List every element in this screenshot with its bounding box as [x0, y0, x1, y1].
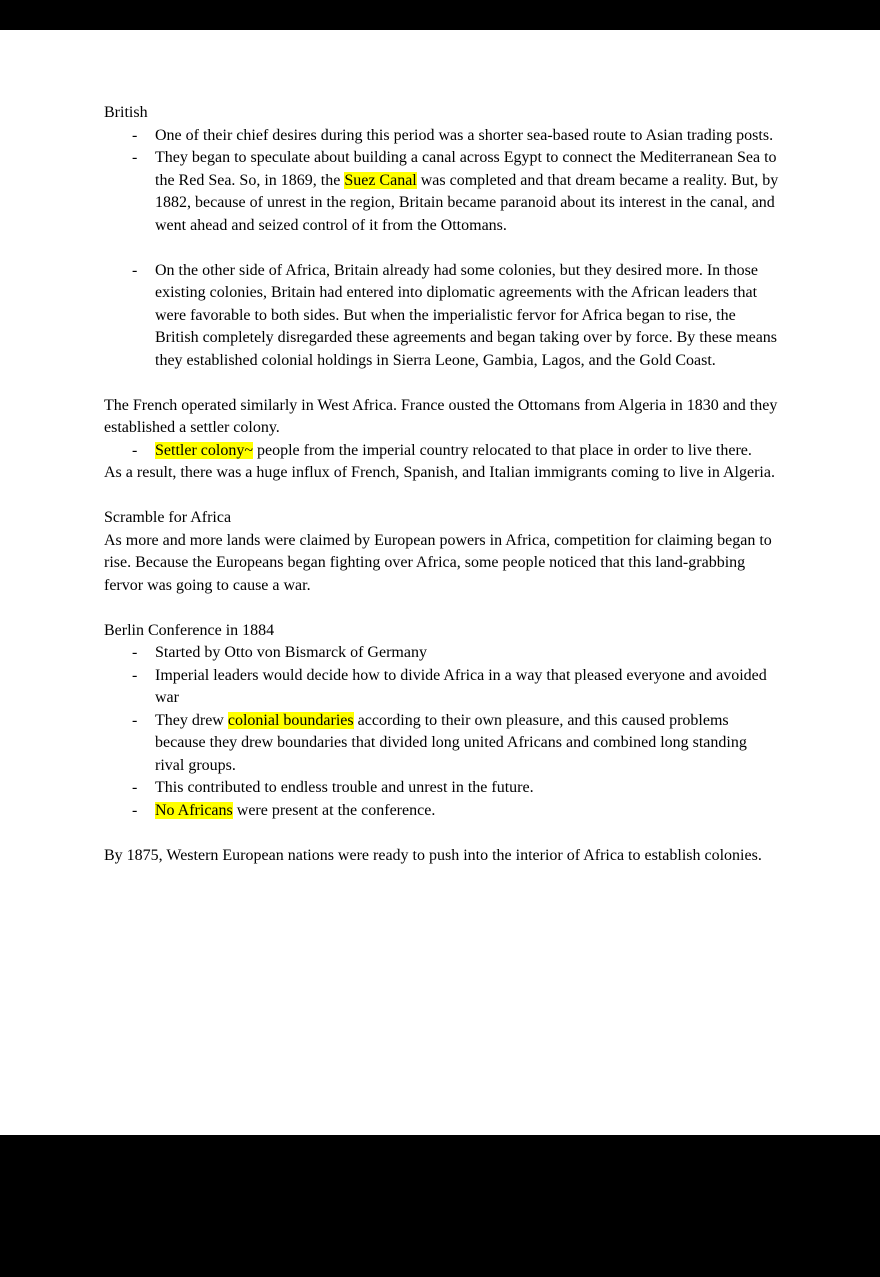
heading-british	[104, 102, 780, 125]
text-run: The French operated similarly in West Africa. France ousted the Ottomans from Algeria in 1830 and they established a settler colony.	[104, 396, 778, 436]
list-item-text	[155, 710, 780, 778]
conclusion-paragraph	[104, 845, 780, 868]
highlighted-text: colonial boundaries	[227, 711, 354, 729]
list-item-text	[155, 642, 780, 665]
list-item	[104, 260, 780, 373]
heading-berlin-conference	[104, 620, 780, 643]
list-item	[104, 777, 780, 800]
list-bullet: -	[132, 644, 138, 661]
text-run: As a result, there was a huge influx of French, Spanish, and Italian immigrants coming to live in Algeria.	[104, 464, 775, 481]
list-item-text	[155, 777, 780, 800]
list-item	[104, 710, 780, 778]
text-run: On the other side of Africa, Britain already had some colonies, but they desired more. In those existing colonies, Britain had entered into diplomatic agreements with the African leaders that were favorable to both sides. But when the imperialistic fervor for Africa began to rise, the British completely disregarded these agreements and began taking over by force. By these means they established colonial holdings in Sierra Leone, Gambia, Lagos, and the Gold Coast.	[155, 261, 778, 369]
text-run: according to their own pleasure, and this caused problems because they drew boundaries that divided long united Africans and combined long standing rival groups.	[155, 711, 747, 774]
text-run: Berlin Conference in 1884	[104, 621, 275, 639]
list-item	[104, 440, 780, 463]
document-page	[0, 30, 880, 1135]
list-item	[104, 800, 780, 823]
list-bullet: -	[132, 666, 138, 684]
list-bullet: -	[132, 441, 138, 459]
list-bullet: -	[132, 149, 138, 166]
text-run: They drew	[155, 711, 228, 729]
text-run: British	[104, 104, 148, 121]
blank-line	[104, 237, 780, 260]
text-run: Imperial leaders would decide how to divide Africa in a way that pleased everyone and avoided war	[155, 666, 767, 706]
text-run: One of their chief desires during this period was a shorter sea-based route to Asian trading posts.	[155, 126, 774, 144]
list-item	[104, 665, 780, 710]
text-run: was completed and that dream became a reality. But, by 1882, because of unrest in the region, Britain became paranoid about its interest in the canal, and went ahead and seized control of it from the Ottomans.	[155, 171, 779, 234]
blank-line	[104, 822, 780, 845]
highlighted-text: Suez Canal	[344, 171, 417, 189]
list-bullet: -	[132, 801, 138, 819]
list-item-text	[155, 800, 780, 823]
text-run: They began to speculate about building a canal across Egypt to connect the Mediterranean Sea to the Red Sea. So, in 1869, the	[155, 149, 777, 189]
list-bullet: -	[132, 126, 138, 144]
list-item	[104, 147, 780, 237]
list-bullet: -	[132, 261, 138, 279]
list-item-text	[155, 125, 780, 148]
list-item	[104, 642, 780, 665]
text-run: Started by Otto von Bismarck of Germany	[155, 644, 427, 661]
list-bullet: -	[132, 711, 138, 729]
text-run: were present at the conference.	[232, 801, 436, 819]
blank-line	[104, 485, 780, 508]
text-run: Scramble for Africa	[104, 509, 232, 526]
french-paragraph	[104, 395, 780, 440]
list-item-text	[155, 260, 780, 373]
list-item-text	[155, 440, 780, 463]
blank-line	[104, 372, 780, 395]
text-run: people from the imperial country relocated to that place in order to live there.	[252, 441, 752, 459]
list-item-text	[155, 665, 780, 710]
list-item-text	[155, 147, 780, 237]
document-content	[104, 102, 780, 867]
algeria-paragraph	[104, 462, 780, 485]
scramble-paragraph	[104, 530, 780, 598]
list-bullet: -	[132, 779, 138, 796]
text-run: As more and more lands were claimed by European powers in Africa, competition for claiming began to rise. Because the Europeans began fighting over Africa, some people noticed that this land-grabbing fervor was going to cause a war.	[104, 531, 772, 594]
text-run: By 1875, Western European nations were ready to push into the interior of Africa to establish colonies.	[104, 846, 762, 864]
heading-scramble-for-africa	[104, 507, 780, 530]
blank-line	[104, 597, 780, 620]
highlighted-text: Settler colony~	[155, 441, 253, 459]
highlighted-text: No Africans	[155, 801, 233, 819]
text-run: This contributed to endless trouble and unrest in the future.	[155, 779, 534, 796]
list-item	[104, 125, 780, 148]
